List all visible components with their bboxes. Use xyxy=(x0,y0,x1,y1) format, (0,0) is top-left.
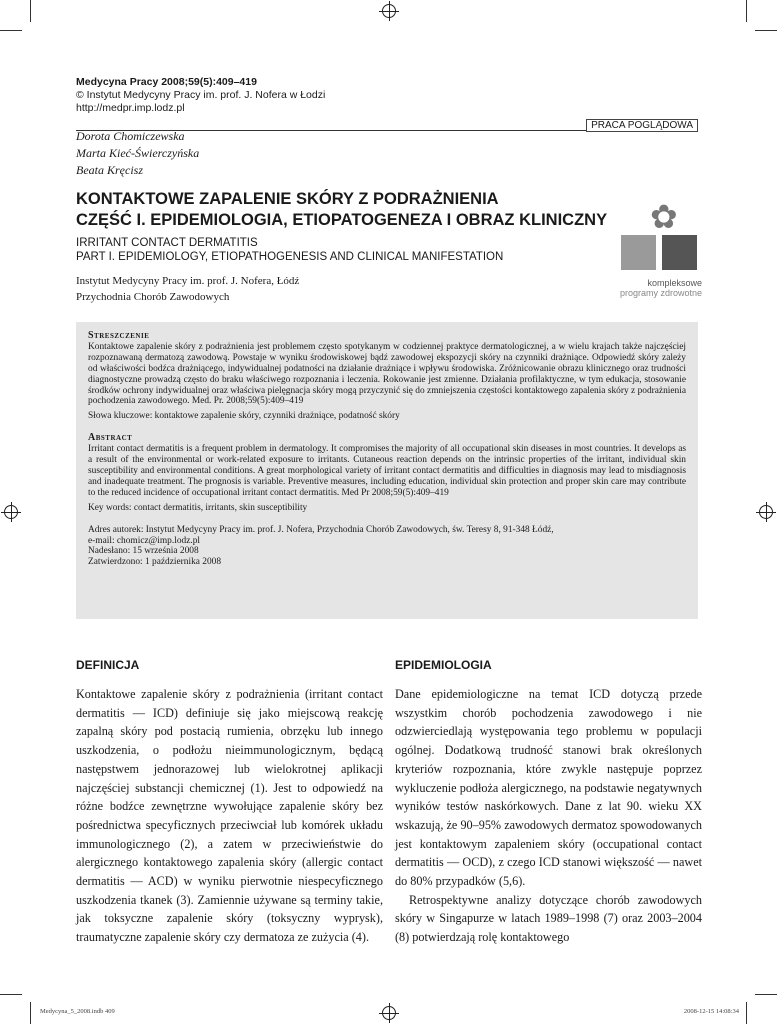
crop-mark xyxy=(30,1002,31,1024)
crop-mark xyxy=(755,994,777,995)
section-heading-epidemiologia: EPIDEMIOLOGIA xyxy=(395,658,492,672)
article-type-label: PRACA POGLĄDOWA xyxy=(586,119,698,132)
abstract-heading-en: Abstract xyxy=(88,432,133,444)
english-title-line: PART I. EPIDEMIOLOGY, ETIOPATHOGENESIS AND CLINICAL MANIFESTATION xyxy=(76,251,504,263)
body-paragraph: Retrospektywne analizy dotyczące chorób zawodowych skóry w Singapurze w latach 1989–1998 (7) oraz 2003–2004 (8) potwierdzają rolę kontaktowego xyxy=(395,892,702,945)
english-title-line: IRRITANT CONTACT DERMATITIS xyxy=(76,237,258,249)
author: Beata Kręcisz xyxy=(76,163,143,177)
abstract-heading-pl: Streszczenie xyxy=(88,330,150,341)
logo-text-line1: kompleksowe xyxy=(647,278,702,288)
correspondence-address: Adres autorek: Instytut Medycyny Pracy im. prof. J. Nofera, Przychodnia Chorób Zawodowych, św. Teresy 8, 91-348 Łódź, xyxy=(88,524,554,535)
correspondence-email[interactable]: e-mail: chomicz@imp.lodz.pl xyxy=(88,535,200,546)
left-column xyxy=(76,657,383,947)
author: Dorota Chomiczewska xyxy=(76,129,185,143)
author: Marta Kieć-Świerczyńska xyxy=(76,146,200,160)
article-title-english xyxy=(76,236,616,264)
body-paragraph: Kontaktowe zapalenie skóry z podrażnienia (irritant contact dermatitis — ICD) definiuje się jako miejscową reakcję zapalną skóry pod postacią rumienia, obrzęku lub innego uszkodzenia, o podłożu nieimmunologicznym, będącą następstwem jednorazowej lub wielokrotnej aplikacji najczęściej substancji chemicznej (1). Jest to odpowiedź na różne bodźce zewnętrzne wywołujące zapalenie skóry bez pośrednictwa specyficznych przeciwciał lub komórek układu immunologicznego (2), a zatem w przeciwieństwie do alergicznego kontaktowego zapalenia skóry (allergic contact dermatitis — ACD) w wyniku pierwotnie niespecyficznego uszkodzenia tkanek (3). Zamiennie używane są terminy takie, jak toksyczne zapalenie skóry (toksyczny wyprysk), traumatyczne zapalenie skóry czy dermatoza ze zużycia (4). xyxy=(76,687,383,945)
flower-icon: ✿ xyxy=(650,198,678,235)
registration-mark-left xyxy=(4,505,18,519)
institution: Przychodnia Chorób Zawodowych xyxy=(76,290,230,303)
registration-mark-bottom xyxy=(382,1006,396,1020)
body-paragraph: Dane epidemiologiczne na temat ICD dotyczą przede wszystkim chorób pochodzenia zawodowego i nie odzwierciedlają występowania tego problemu w populacji ogólnej. Dodatkową trudność stanowi brak określonych kryteriów rozpoznania, które zwykle następuje poprzez wykluczenie podłoża alergicznego, na podstawie negatywnych wyników testów naskórkowych. Dane z lat 90. wieku XX wskazują, że 90–95% zawodowych dermatoz spowodowanych jest kontaktowym zapaleniem skóry (occupational contact dermatitis — OCD), z czego ICD stanowi większość — nawet do 80% przypadków (5,6). xyxy=(395,687,702,889)
crop-mark xyxy=(746,0,747,22)
abstract-text-en: Irritant contact dermatitis is a frequent problem in dermatology. It compromises the majority of all occupational skin diseases in most countries. It develops as a result of the environmental or work-related exposure to irritants. Cutaneous reaction depends on the intrinsic properties of the irritant, individual skin susceptibility and environmental conditions. A great morphological variety of irritant contact dermatitis and difficulties in diagnosis may lead to misdiagnosis and inadequate treatment. The prognosis is variable. Preventive measures, including education, individual skin protection and proper skin care may contribute to the reduced incidence of occupational irritant contact dermatitis. Med Pr 2008;59(5):409–419 xyxy=(88,444,686,498)
abstract-text-pl: Kontaktowe zapalenie skóry z podrażnienia jest problemem często spotykanym w codziennej praktyce dermatologicznej, a w wielu krajach także najczęściej rozpoznawaną dermatozą zawodową. Powstaje w wyniku środowiskowej bądź zawodowej ekspozycji skóry na czynniki drażniące. Odpowiedź skóry zależy od właściwości bodźca drażniącego, indywidualnej podatności na działanie drażniące i wpływu środowiska. Zróżnicowanie obrazu klinicznego oraz trudności diagnostyczne prowadzą często do braku właściwego rozpoznania i leczenia. Rokowanie jest zmienne. Działania profilaktyczne, w tym edukacja, stosowanie środków ochrony indywidualnej oraz właściwa pielęgnacja skóry mogą przyczynić się do zmniejszenia częstości kontaktowego zapalenia skóry z podrażnienia pochodzenia zawodowego. Med. Pr. 2008;59(5):409–419 xyxy=(88,341,686,407)
abstract-box xyxy=(76,322,698,619)
footer-file-slug: Medycyna_5_2008.indb 409 xyxy=(40,1008,115,1015)
date-received: Nadesłano: 15 września 2008 xyxy=(88,546,199,557)
registration-mark-right xyxy=(759,505,773,519)
right-column xyxy=(395,657,702,947)
crop-mark xyxy=(746,1002,747,1024)
crop-mark xyxy=(755,30,777,31)
logo-text-line2: programy zdrowotne xyxy=(619,288,702,298)
journal-url[interactable]: http://medpr.imp.lodz.pl xyxy=(76,102,185,114)
title-line: CZĘŚĆ I. EPIDEMIOLOGIA, ETIOPATOGENEZA I OBRAZ KLINICZNY xyxy=(76,211,608,229)
journal-citation: Medycyna Pracy 2008;59(5):409–419 xyxy=(76,76,257,88)
logo-square-dark xyxy=(662,235,697,270)
program-logo xyxy=(604,198,704,300)
keywords-pl: Słowa kluczowe: kontaktowe zapalenie skóry, czynniki drażniące, podatność skóry xyxy=(88,411,400,422)
crop-mark xyxy=(0,994,22,995)
section-heading-definicja: DEFINICJA xyxy=(76,658,140,672)
logo-square-light xyxy=(621,235,656,270)
title-line: KONTAKTOWE ZAPALENIE SKÓRY Z PODRAŻNIENIA xyxy=(76,190,499,208)
crop-mark xyxy=(30,0,31,22)
journal-header xyxy=(76,76,325,115)
institution: Instytut Medycyny Pracy im. prof. J. Nofera, Łódź xyxy=(76,275,300,287)
footer-timestamp: 2008-12-15 14:08:34 xyxy=(683,1008,739,1015)
author-list xyxy=(76,128,199,179)
date-approved: Zatwierdzono: 1 października 2008 xyxy=(88,557,222,568)
article-title xyxy=(76,189,636,231)
journal-copyright: © Instytut Medycyny Pracy im. prof. J. Nofera w Łodzi xyxy=(76,89,326,101)
institution-list xyxy=(76,274,299,305)
crop-mark xyxy=(0,30,22,31)
keywords-en: Key words: contact dermatitis, irritants, skin susceptibility xyxy=(88,502,308,513)
registration-mark-top xyxy=(382,4,396,18)
